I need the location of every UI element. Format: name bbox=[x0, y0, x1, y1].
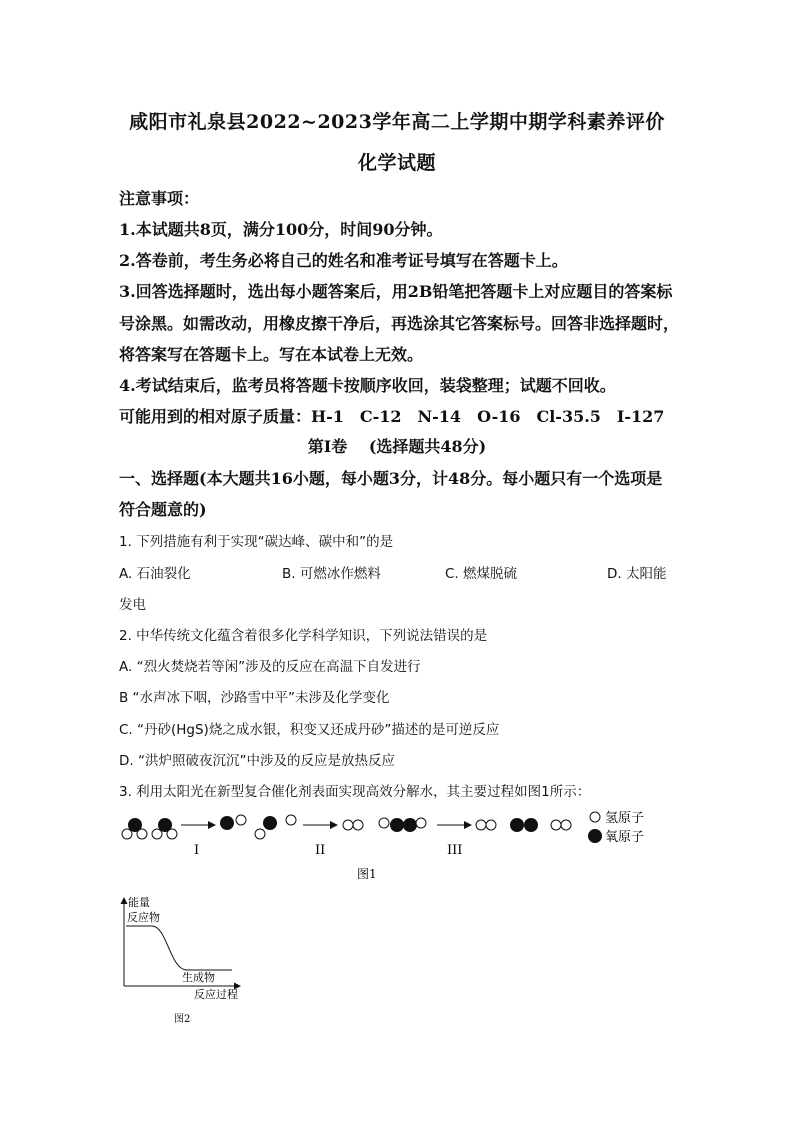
reactant-label: 反应物 bbox=[127, 911, 160, 924]
question-1-stem: 1. 下列措施有利于实现“碳达峰、碳中和”的是 bbox=[119, 534, 394, 550]
oxygen-legend-icon bbox=[588, 829, 602, 843]
product-label: 生成物 bbox=[182, 971, 215, 984]
question-2-option-d: D. “洪炉照破夜沉沉”中涉及的反应是放热反应 bbox=[119, 753, 395, 769]
question-1-option-d-wrap: 发电 bbox=[119, 597, 146, 613]
intermediate-group-1 bbox=[220, 815, 296, 839]
atomic-mass-line: 可能用到的相对原子质量：H-1 C-12 N-14 O-16 Cl-35.5 I-127 bbox=[119, 407, 665, 426]
notice-item: 号涂黑。如需改动，用橡皮擦干净后，再选涂其它答案标号。回答非选择题时， bbox=[119, 314, 680, 333]
question-2-stem: 2. 中华传统文化蕴含着很多化学科学知识，下列说法错误的是 bbox=[119, 628, 488, 644]
energy-axis-label: 能量 bbox=[128, 896, 150, 909]
step-3-label: III bbox=[447, 843, 463, 858]
oxygen-legend-label: 氧原子 bbox=[605, 830, 645, 845]
question-1-option-a: A. 石油裂化 bbox=[119, 566, 191, 582]
question-2-option-a: A. “烈火焚烧若等闲”涉及的反应在高温下自发进行 bbox=[119, 659, 421, 675]
notice-item: 将答案写在答题卡上。写在本试卷上无效。 bbox=[119, 345, 424, 364]
step-1-label: I bbox=[194, 843, 200, 858]
question-1-option-b: B. 可燃冰作燃料 bbox=[282, 566, 381, 582]
intermediate-group-2 bbox=[343, 818, 426, 832]
section-heading: 一、选择题(本大题共16小题，每小题3分，计48分。每小题只有一个选项是 bbox=[119, 469, 663, 488]
question-2-option-c: C. “丹砂(HgS)烧之成水银，积变又还成丹砂”描述的是可逆反应 bbox=[119, 722, 500, 738]
water-molecule-group bbox=[122, 818, 177, 839]
notice-item: 1.本试题共8页，满分100分，时间90分钟。 bbox=[119, 220, 443, 239]
question-1-option-d: D. 太阳能 bbox=[607, 566, 667, 582]
notice-item: 3.回答选择题时，选出每小题答案后，用2B铅笔把答题卡上对应题目的答案标 bbox=[119, 282, 673, 301]
notice-item: 4.考试结束后，监考员将答题卡按顺序收回，装袋整理；试题不回收。 bbox=[119, 376, 616, 395]
exam-subtitle: 化学试题 bbox=[357, 152, 436, 174]
figure-2-caption: 图2 bbox=[174, 1014, 191, 1025]
figure-1-diagram bbox=[115, 808, 675, 888]
notice-item: 2.答卷前，考生务必将自己的姓名和准考证号填写在答题卡上。 bbox=[119, 251, 568, 270]
exam-title: 咸阳市礼泉县2022~2023学年高二上学期中期学科素养评价 bbox=[129, 111, 665, 133]
process-axis-label: 反应过程 bbox=[194, 988, 238, 1001]
step-2-label: II bbox=[315, 843, 326, 858]
hydrogen-legend-label: 氢原子 bbox=[605, 811, 645, 826]
figure-2-energy-diagram bbox=[112, 892, 262, 1032]
product-group bbox=[476, 818, 571, 832]
figure-1-caption: 图1 bbox=[357, 867, 377, 881]
question-1-option-c: C. 燃煤脱硫 bbox=[445, 566, 518, 582]
volume-heading: 第Ⅰ卷 (选择题共48分) bbox=[307, 437, 487, 456]
hydrogen-legend-icon bbox=[590, 812, 600, 822]
question-2-option-b: B “水声冰下咽，沙路雪中平”未涉及化学变化 bbox=[119, 690, 390, 706]
energy-curve bbox=[126, 926, 232, 970]
section-heading-cont: 符合题意的) bbox=[119, 500, 207, 519]
notice-heading: 注意事项： bbox=[119, 189, 200, 208]
question-3-stem: 3. 利用太阳光在新型复合催化剂表面实现高效分解水，其主要过程如图1所示： bbox=[119, 784, 591, 800]
